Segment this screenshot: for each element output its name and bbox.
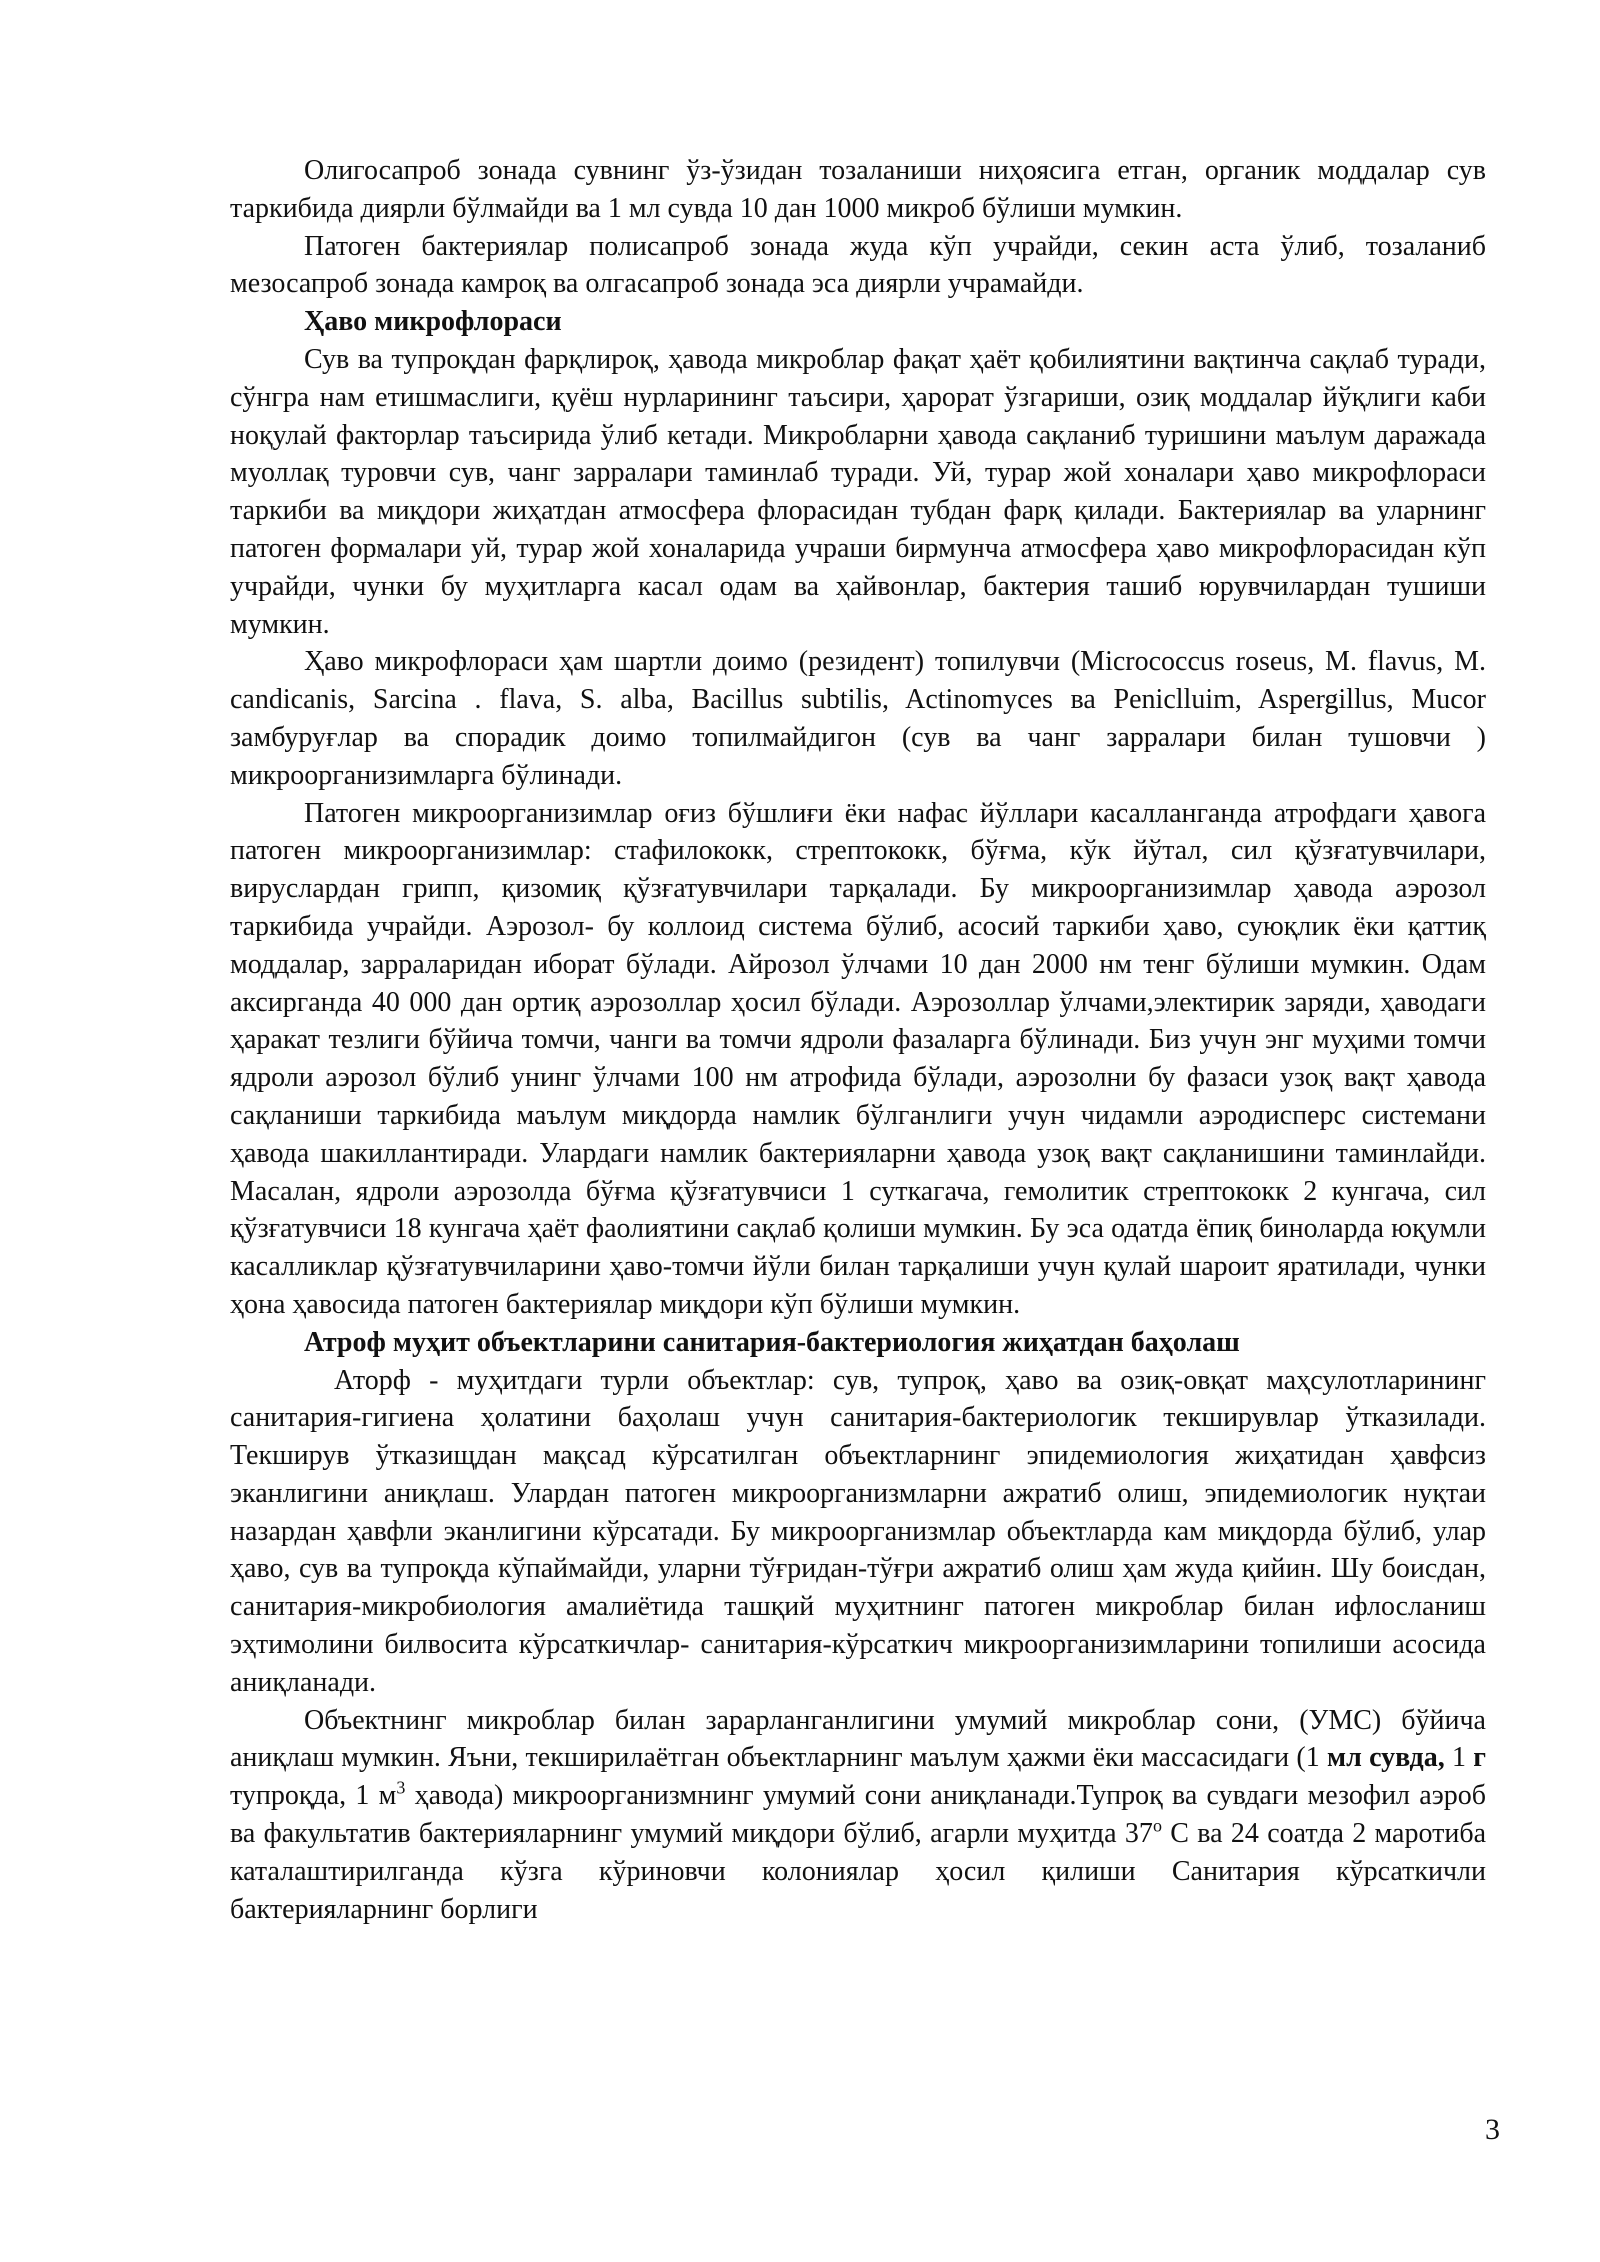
text-run: Объектнинг микроблар билан зарарланганлигини умумий микроблар сони, (УМС) бўйича аниқлаш мумкин. Яъни, текширилаётган объектларнинг маълум ҳажми ёки массасидаги (1 [230,1704,1486,1774]
paragraph-sanitary-tests: Аторф - муҳитдаги турли объектлар: сув, тупроқ, ҳаво ва озиқ-овқат маҳсулотларининг санитария-гигиена ҳолатини баҳолаш учун санитария-бактериологик текширувлар ўтказилади. Текширув ўтказищдан мақсад кўрсатилган объектларнинг эпидемиология жиҳатидан ҳавфсиз эканлигини аниқлаш. Улардан патоген микроорганизмларни ажратиб олиш, эпидемиологик нуқтаи назардан ҳавфли эканлигини кўрсатади. Бу микроорганизмлар объектларда кам миқдорда бўлиб, улар ҳаво, сув ва тупроқда кўпаймайди, уларни тўғридан-тўғри ажратиб олиш ҳам жуда қийин. Шу боисдан, санитария-микробиология амалиётида ташқий муҳитнинг патоген микроблар билан ифлосланиш эҳтимолини билвосита кўрсаткичлар- санитария-кўрсаткич микроорганизимларини топилиши асосида аниқланади. [230,1364,1486,1698]
bold-text-g: г [1473,1742,1486,1774]
paragraph-resident-microflora: Ҳаво микрофлораси ҳам шартли доимо (резидент) топилувчи (Micrococcus roseus, M. flavus, M. candicanis, Sarcina . flava, S. alba, Bacillus subtilis, Actinomyces ва Peniclluim, Aspergillus, Mucor замбуруғлар ва спорадик доимо топилмайдигон (сув ва чанг зарралари билан тушовчи ) микроорганизимларга бўлинади. [230,646,1486,791]
paragraph-pathogen-bacteria: Патоген бактериялар полисапроб зонада жуда кўп учрайди, секин аста ўлиб, тозаланиб мезосапроб зонада камроқ ва олгасапроб зонада эса диярли учрамайди. [230,230,1486,300]
text-run: 1 [1444,1742,1474,1774]
text-run: тупроқда, 1 м [230,1780,397,1812]
heading-sanitary-assessment: Атроф муҳит объектларини санитария-бактериология жиҳатдан баҳолаш [304,1326,1240,1358]
superscript-cubic: 3 [396,1777,406,1798]
bold-text-ml: мл сувда, [1327,1742,1445,1774]
document-page [230,152,1486,1928]
paragraph-oligosaprob: Олигосапроб зонада сувнинг ўз-ўзидан тозаланиши ниҳоясига етган, органик моддалар сув таркибида диярли бўлмайди ва 1 мл сувда 10 дан 1000 микроб бўлиши мумкин. [230,155,1486,224]
superscript-degree: о [1152,1815,1162,1836]
paragraph-air-microbes: Сув ва тупроқдан фарқлироқ, ҳавода микроблар фақат ҳаёт қобилиятини вақтинча сақлаб туради, сўнгра нам етишмаслиги, қуёш нурларининг таъсири, ҳарорат ўзгариши, озиқ моддалар йўқлиги каби ноқулай факторлар таъсирида ўлиб кетади. Микробларни ҳавода сақланиб туришини маълум даражада муоллақ туровчи сув, чанг зарралари таминлаб туради. Уй, турар жой хоналари ҳаво микрофлораси таркиби ва миқдори жиҳатдан атмосфера флорасидан тубдан фарқ қилади. Бактериялар ва уларнинг патоген формалари уй, турар жой хоналарида учраши бирмунча атмосфера ҳаво микрофлорасидан кўп учрайди, чунки бу муҳитларга касал одам ва ҳайвонлар, бактерия ташиб юрувчилардан тушиши мумкин. [230,343,1486,640]
paragraph-aerosol: Патоген микроорганизимлар оғиз бўшлиғи ёки нафас йўллари касалланганда атрофдаги ҳавога патоген микроорганизимлар: стафилококк, стрептококк, бўғма, кўк йўтал, сил қўзғатувчилари, вируслардан грипп, қизомиқ қўзғатувчилари тарқалади. Бу микроорганизимлар ҳавода аэрозол таркибида учрайди. Аэрозол- бу коллоид система бўлиб, асосий таркиби ҳаво, суюқлик ёки қаттиқ моддалар, зарраларидан иборат бўлади. Айрозол ўлчами 10 дан 2000 нм тенг бўлиши мумкин. Одам аксирганда 40 000 дан ортиқ аэрозоллар ҳосил бўлади. Аэрозоллар ўлчами,электирик заряди, ҳаводаги ҳаракат тезлиги бўйича томчи, чанги ва томчи ядроли фазаларга бўлинади. Биз учун энг муҳими томчи ядроли аэрозол бўлиб унинг ўлчами 100 нм атрофида бўлади, аэрозолни бу фазаси узоқ вақт ҳавода сақланиши таркибида маълум миқдорда намлик бўлганлиги учун чидамли аэродисперс системани ҳавода шакиллантиради. Улардаги намлик бактерияларни ҳавода узоқ вақт сақланишини таминлайди. Масалан, ядроли аэрозолда бўғма қўзғатувчиси 1 суткагача, гемолитик стрептококк 2 кунгача, сил қўзғатувчиси 18 кунгача ҳаёт фаолиятини сақлаб қолиши мумкин. Бу эса одатда ёпиқ биноларда юқумли касалликлар қўзғатувчиларини ҳаво-томчи йўли билан тарқалиши учун қулай шароит яратилади, чунки ҳона ҳавосида патоген бактериялар миқдори кўп бўлиши мумкин. [230,797,1486,1320]
text-run: ҳавода) микроорганизмнинг умумий сони аниқланади.Тупроқ ва сувдаги мезофил аэроб ва факультатив бактерияларнинг умумий миқдори бўлиб, агарли муҳитда 37 [230,1780,1486,1850]
page-number: 3 [1485,2113,1500,2146]
paragraph-total-microbes [230,1702,1486,1929]
heading-air-microflora: Ҳаво микрофлораси [304,306,562,338]
text-run: С ва 24 соатда 2 маротиба каталаштирилганда кўзга кўриновчи колониялар ҳосил қилиши Санитария кўрсаткичли бактерияларнинг борлиги [230,1818,1487,1925]
